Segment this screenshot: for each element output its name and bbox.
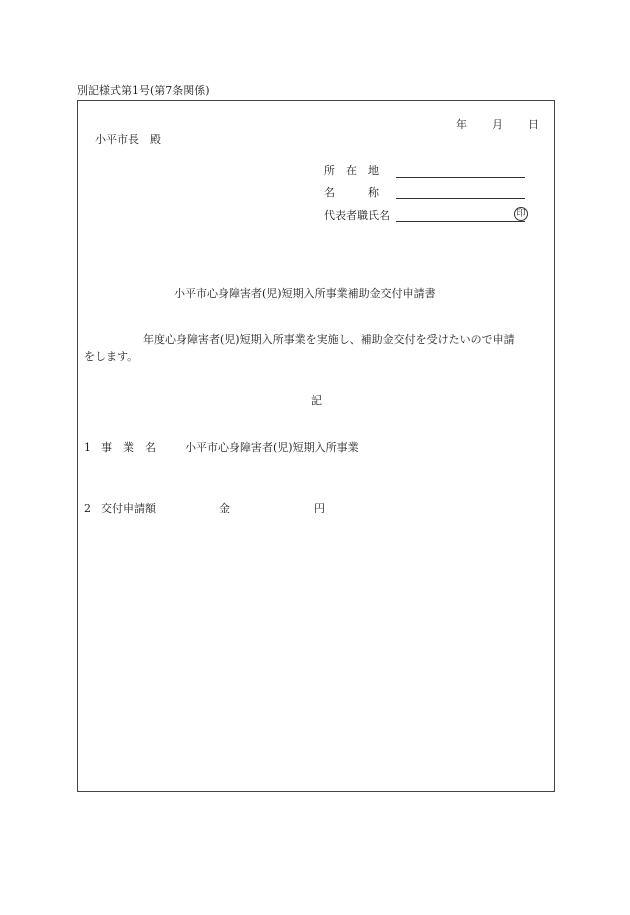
addressee: 小平市長 殿 — [95, 133, 161, 146]
date-day: 日 — [528, 118, 539, 131]
currency-suffix: 円 — [314, 502, 325, 515]
date-year: 年 — [456, 118, 467, 131]
ki-heading: 記 — [311, 394, 322, 407]
address-line — [396, 177, 525, 178]
document-title: 小平市心身障害者(児)短期入所事業補助金交付申請書 — [174, 287, 436, 300]
representative-label: 代表者職氏名 — [324, 209, 390, 222]
item-1-number: 1 — [84, 441, 91, 454]
representative-line — [396, 221, 525, 222]
item-2-number: 2 — [84, 502, 91, 515]
name-label: 名 称 — [324, 186, 379, 199]
date-month: 月 — [492, 118, 503, 131]
address-label: 所 在 地 — [324, 164, 379, 177]
item-1-value: 小平市心身障害者(児)短期入所事業 — [185, 441, 359, 454]
currency-prefix: 金 — [219, 502, 230, 515]
seal-icon: 印 — [514, 207, 528, 221]
body-line-2: をします。 — [84, 350, 139, 363]
name-line — [396, 198, 525, 199]
form-label: 別記様式第1号(第7条関係) — [77, 84, 210, 97]
item-1-label: 事 業 名 — [101, 441, 156, 454]
body-line-1: 年度心身障害者(児)短期入所事業を実施し、補助金交付を受けたいので申請 — [143, 333, 515, 346]
item-2-label: 交付申請額 — [101, 502, 156, 515]
